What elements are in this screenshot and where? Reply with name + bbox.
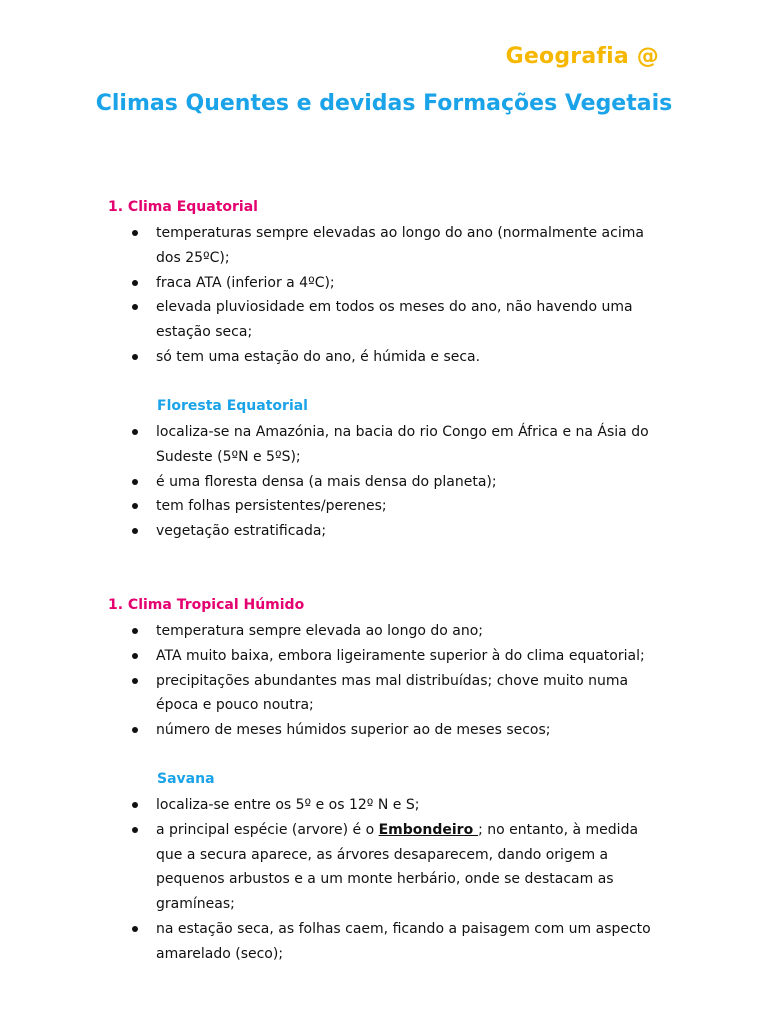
list-item: a principal espécie (arvore) é o Embondeiro ; no entanto, à medida que a secura aparece, as árvores desaparecem, dando origem a pequenos arbustos e a um monte herbário, onde se destacam as gramíneas; [0,818,768,917]
list-item: ATA muito baixa, embora ligeiramente superior à do clima equatorial; [0,644,768,669]
list-item: elevada pluviosidade em todos os meses do ano, não havendo uma estação seca; [0,295,768,345]
bullet-icon [132,304,138,310]
savanna-list [0,793,768,967]
brand-label: Geografia @ [505,44,659,69]
bullet-icon [132,528,138,534]
document-title: Climas Quentes e devidas Formações Vegetais [95,91,673,116]
tropical-humid-climate-list [0,619,768,743]
subheading-equatorial-forest: Floresta Equatorial [157,398,308,414]
highlighted-term: Embondeiro [378,821,479,838]
bullet-icon [132,628,138,634]
list-item: tem folhas persistentes/perenes; [0,494,768,519]
bullet-icon [132,503,138,509]
bullet-icon [132,678,138,684]
list-item: só tem uma estação do ano, é húmida e seca. [0,345,768,370]
list-item: fraca ATA (inferior a 4ºC); [0,271,768,296]
bullet-icon [132,354,138,360]
bullet-icon [132,926,138,932]
section-heading-tropical-humid-climate: 1. Clima Tropical Húmido [108,597,305,613]
bullet-icon [132,653,138,659]
list-item: localiza-se na Amazónia, na bacia do rio Congo em África e na Ásia do Sudeste (5ºN e 5ºS); [0,420,768,470]
bullet-icon [132,230,138,236]
section-heading-equatorial-climate: 1. Clima Equatorial [108,199,258,215]
bullet-icon [132,479,138,485]
bullet-icon [132,827,138,833]
list-item: temperatura sempre elevada ao longo do ano; [0,619,768,644]
list-item: temperaturas sempre elevadas ao longo do ano (normalmente acima dos 25ºC); [0,221,768,271]
bullet-icon [132,802,138,808]
bullet-icon [132,727,138,733]
subheading-savanna: Savana [157,771,215,787]
equatorial-climate-list [0,221,768,370]
bullet-icon [132,429,138,435]
list-item: localiza-se entre os 5º e os 12º N e S; [0,793,768,818]
list-item: vegetação estratificada; [0,519,768,544]
list-item: precipitações abundantes mas mal distribuídas; chove muito numa época e pouco noutra; [0,669,768,719]
list-item: número de meses húmidos superior ao de meses secos; [0,718,768,743]
equatorial-forest-list [0,420,768,544]
list-item: na estação seca, as folhas caem, ficando a paisagem com um aspecto amarelado (seco); [0,917,768,967]
list-item: é uma floresta densa (a mais densa do planeta); [0,470,768,495]
bullet-icon [132,280,138,286]
